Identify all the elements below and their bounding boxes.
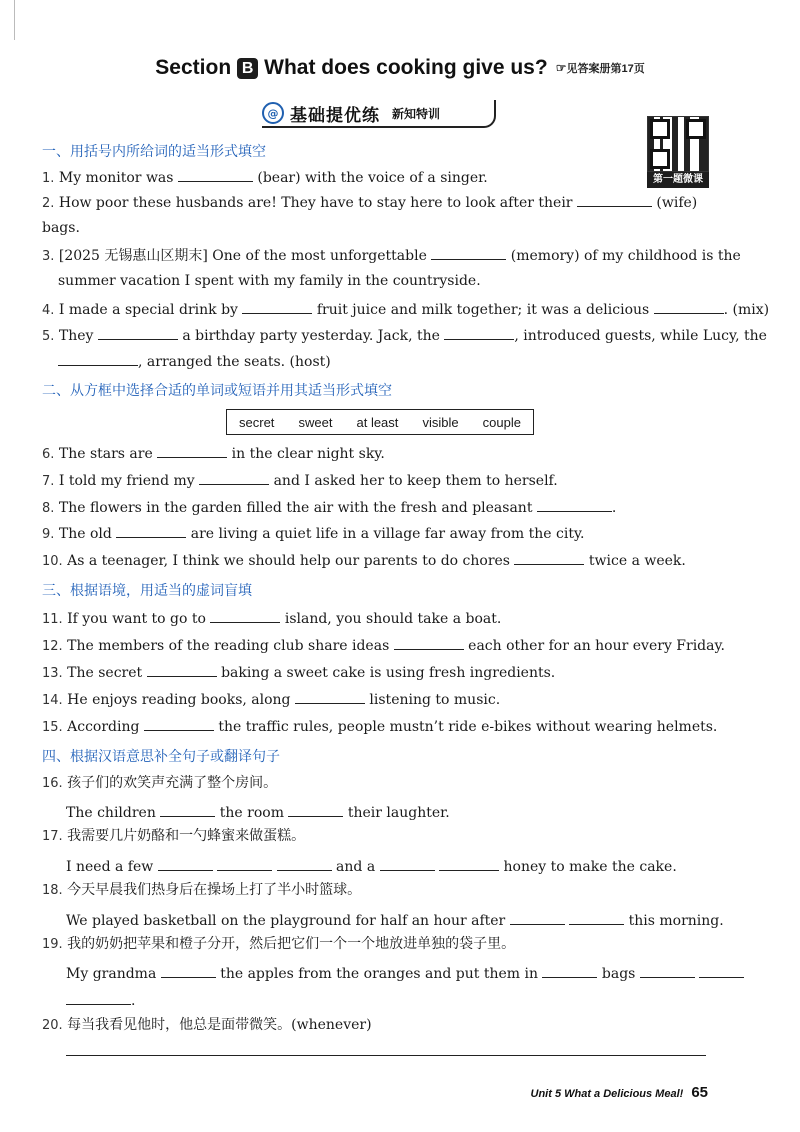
- word-option: visible: [422, 414, 459, 430]
- question-17-prompt: 17. 我需要几片奶酪和一勺蜂蜜来做蛋糕。: [42, 828, 306, 844]
- banner-sub-label: 新知特训: [392, 106, 441, 121]
- word-option: secret: [239, 414, 275, 430]
- question-4: 4. I made a special drink by fruit juice and milk together; it was a delicious . (mix): [42, 299, 769, 320]
- question-20-prompt: 20. 每当我看见他时，他总是面带微笑。(whenever): [42, 1017, 372, 1033]
- question-16-prompt: 16. 孩子们的欢笑声充满了整个房间。: [42, 775, 278, 791]
- answer-blank[interactable]: [210, 608, 280, 623]
- question-18-answer: We played basketball on the playground for half an hour after this morning.: [66, 910, 724, 930]
- question-14: 14. He enjoys reading books, along listening to music.: [42, 689, 500, 710]
- question-18-prompt: 18. 今天早晨我们热身后在操场上打了半小时篮球。: [42, 882, 362, 898]
- answer-blank[interactable]: [242, 299, 312, 314]
- answer-blank[interactable]: [295, 689, 365, 704]
- answer-blank[interactable]: [217, 856, 272, 871]
- title-prefix: Section: [155, 56, 232, 79]
- answer-blank[interactable]: [199, 470, 269, 485]
- answer-blank[interactable]: [98, 325, 178, 340]
- word-option: sweet: [298, 414, 333, 430]
- question-19-answer: My grandma the apples from the oranges and put them in bags: [66, 963, 744, 983]
- title-question: What does cooking give us?: [264, 56, 548, 79]
- answer-blank[interactable]: [178, 167, 253, 182]
- answer-blank[interactable]: [116, 523, 186, 538]
- question-11: 11. If you want to go to island, you should take a boat.: [42, 608, 501, 629]
- word-option: couple: [482, 414, 521, 430]
- page-footer: [531, 1084, 709, 1101]
- answer-reference: ☞见答案册第17页: [555, 61, 645, 75]
- question-8: 8. The flowers in the garden filled the air with the fresh and pleasant .: [42, 497, 616, 518]
- question-2: 2. How poor these husbands are! They have to stay here to look after their (wife): [42, 192, 697, 213]
- spiral-icon: @: [262, 102, 284, 124]
- word-option: at least: [356, 414, 399, 430]
- qr-caption: 第一题微课: [647, 172, 709, 188]
- answer-blank[interactable]: [158, 856, 213, 871]
- answer-blank[interactable]: [277, 856, 332, 871]
- pointer-icon: ☞: [555, 61, 567, 75]
- answer-blank[interactable]: [66, 990, 131, 1005]
- part-one-heading: 一、用括号内所给词的适当形式填空: [42, 144, 266, 160]
- answer-blank[interactable]: [510, 910, 565, 925]
- answer-blank[interactable]: [640, 963, 695, 978]
- answer-blank[interactable]: [569, 910, 624, 925]
- answer-blank[interactable]: [147, 662, 217, 677]
- answer-blank[interactable]: [537, 497, 612, 512]
- answer-blank[interactable]: [577, 192, 652, 207]
- question-6: 6. The stars are in the clear night sky.: [42, 443, 385, 464]
- question-19-prompt: 19. 我的奶奶把苹果和橙子分开，然后把它们一个一个地放进单独的袋子里。: [42, 936, 516, 952]
- question-16-answer: The children the room their laughter.: [66, 802, 450, 822]
- question-3-cont: summer vacation I spent with my family in the countryside.: [58, 273, 481, 289]
- question-15: 15. According the traffic rules, people mustn’t ride e-bikes without wearing helmets.: [42, 716, 717, 737]
- part-three-heading: 三、根据语境，用适当的虚词盲填: [42, 583, 252, 599]
- answer-blank[interactable]: [161, 963, 216, 978]
- answer-blank[interactable]: [157, 443, 227, 458]
- question-1: 1. My monitor was (bear) with the voice of a singer.: [42, 167, 488, 188]
- question-3: 3. [2025 无锡惠山区期末] One of the most unforgettable (memory) of my childhood is the: [42, 245, 741, 266]
- question-10: 10. As a teenager, I think we should help our parents to do chores twice a week.: [42, 550, 686, 571]
- answer-blank[interactable]: [288, 802, 343, 817]
- question-19-cont: .: [66, 990, 135, 1010]
- question-9: 9. The old are living a quiet life in a village far away from the city.: [42, 523, 584, 544]
- answer-blank[interactable]: [394, 635, 464, 650]
- question-5-cont: , arranged the seats. (host): [58, 351, 331, 371]
- question-2-cont: bags.: [42, 220, 80, 236]
- page-header: [0, 56, 800, 80]
- section-title: [155, 56, 644, 80]
- answer-blank[interactable]: [380, 856, 435, 871]
- question-7: 7. I told my friend my and I asked her to keep them to herself.: [42, 470, 558, 491]
- answer-blank[interactable]: [58, 351, 138, 366]
- part-two-heading: 二、从方框中选择合适的单词或短语并用其适当形式填空: [42, 383, 392, 399]
- answer-blank[interactable]: [444, 325, 514, 340]
- practice-banner: [262, 100, 496, 128]
- section-letter-badge: B: [237, 58, 258, 79]
- question-5: 5. They a birthday party yesterday. Jack, the , introduced guests, while Lucy, the: [42, 325, 767, 346]
- question-13: 13. The secret baking a sweet cake is using fresh ingredients.: [42, 662, 555, 683]
- page-number: 65: [691, 1084, 708, 1101]
- page-edge-line: [14, 0, 15, 40]
- answer-blank[interactable]: [542, 963, 597, 978]
- answer-blank[interactable]: [439, 856, 499, 871]
- answer-blank[interactable]: [160, 802, 215, 817]
- answer-blank[interactable]: [514, 550, 584, 565]
- answer-blank[interactable]: [144, 716, 214, 731]
- question-17-answer: I need a few and a honey to make the cake.: [66, 856, 677, 876]
- answer-line[interactable]: [66, 1055, 706, 1056]
- qr-code[interactable]: [647, 116, 709, 172]
- unit-title: Unit 5 What a Delicious Meal!: [530, 1088, 684, 1100]
- part-four-heading: 四、根据汉语意思补全句子或翻译句子: [42, 749, 280, 765]
- answer-blank[interactable]: [654, 299, 724, 314]
- banner-main-label: 基础提优练: [290, 105, 380, 126]
- answer-blank[interactable]: [431, 245, 506, 260]
- answer-blank[interactable]: [699, 963, 744, 978]
- question-12: 12. The members of the reading club share ideas each other for an hour every Friday.: [42, 635, 725, 656]
- word-bank-box: [226, 409, 534, 435]
